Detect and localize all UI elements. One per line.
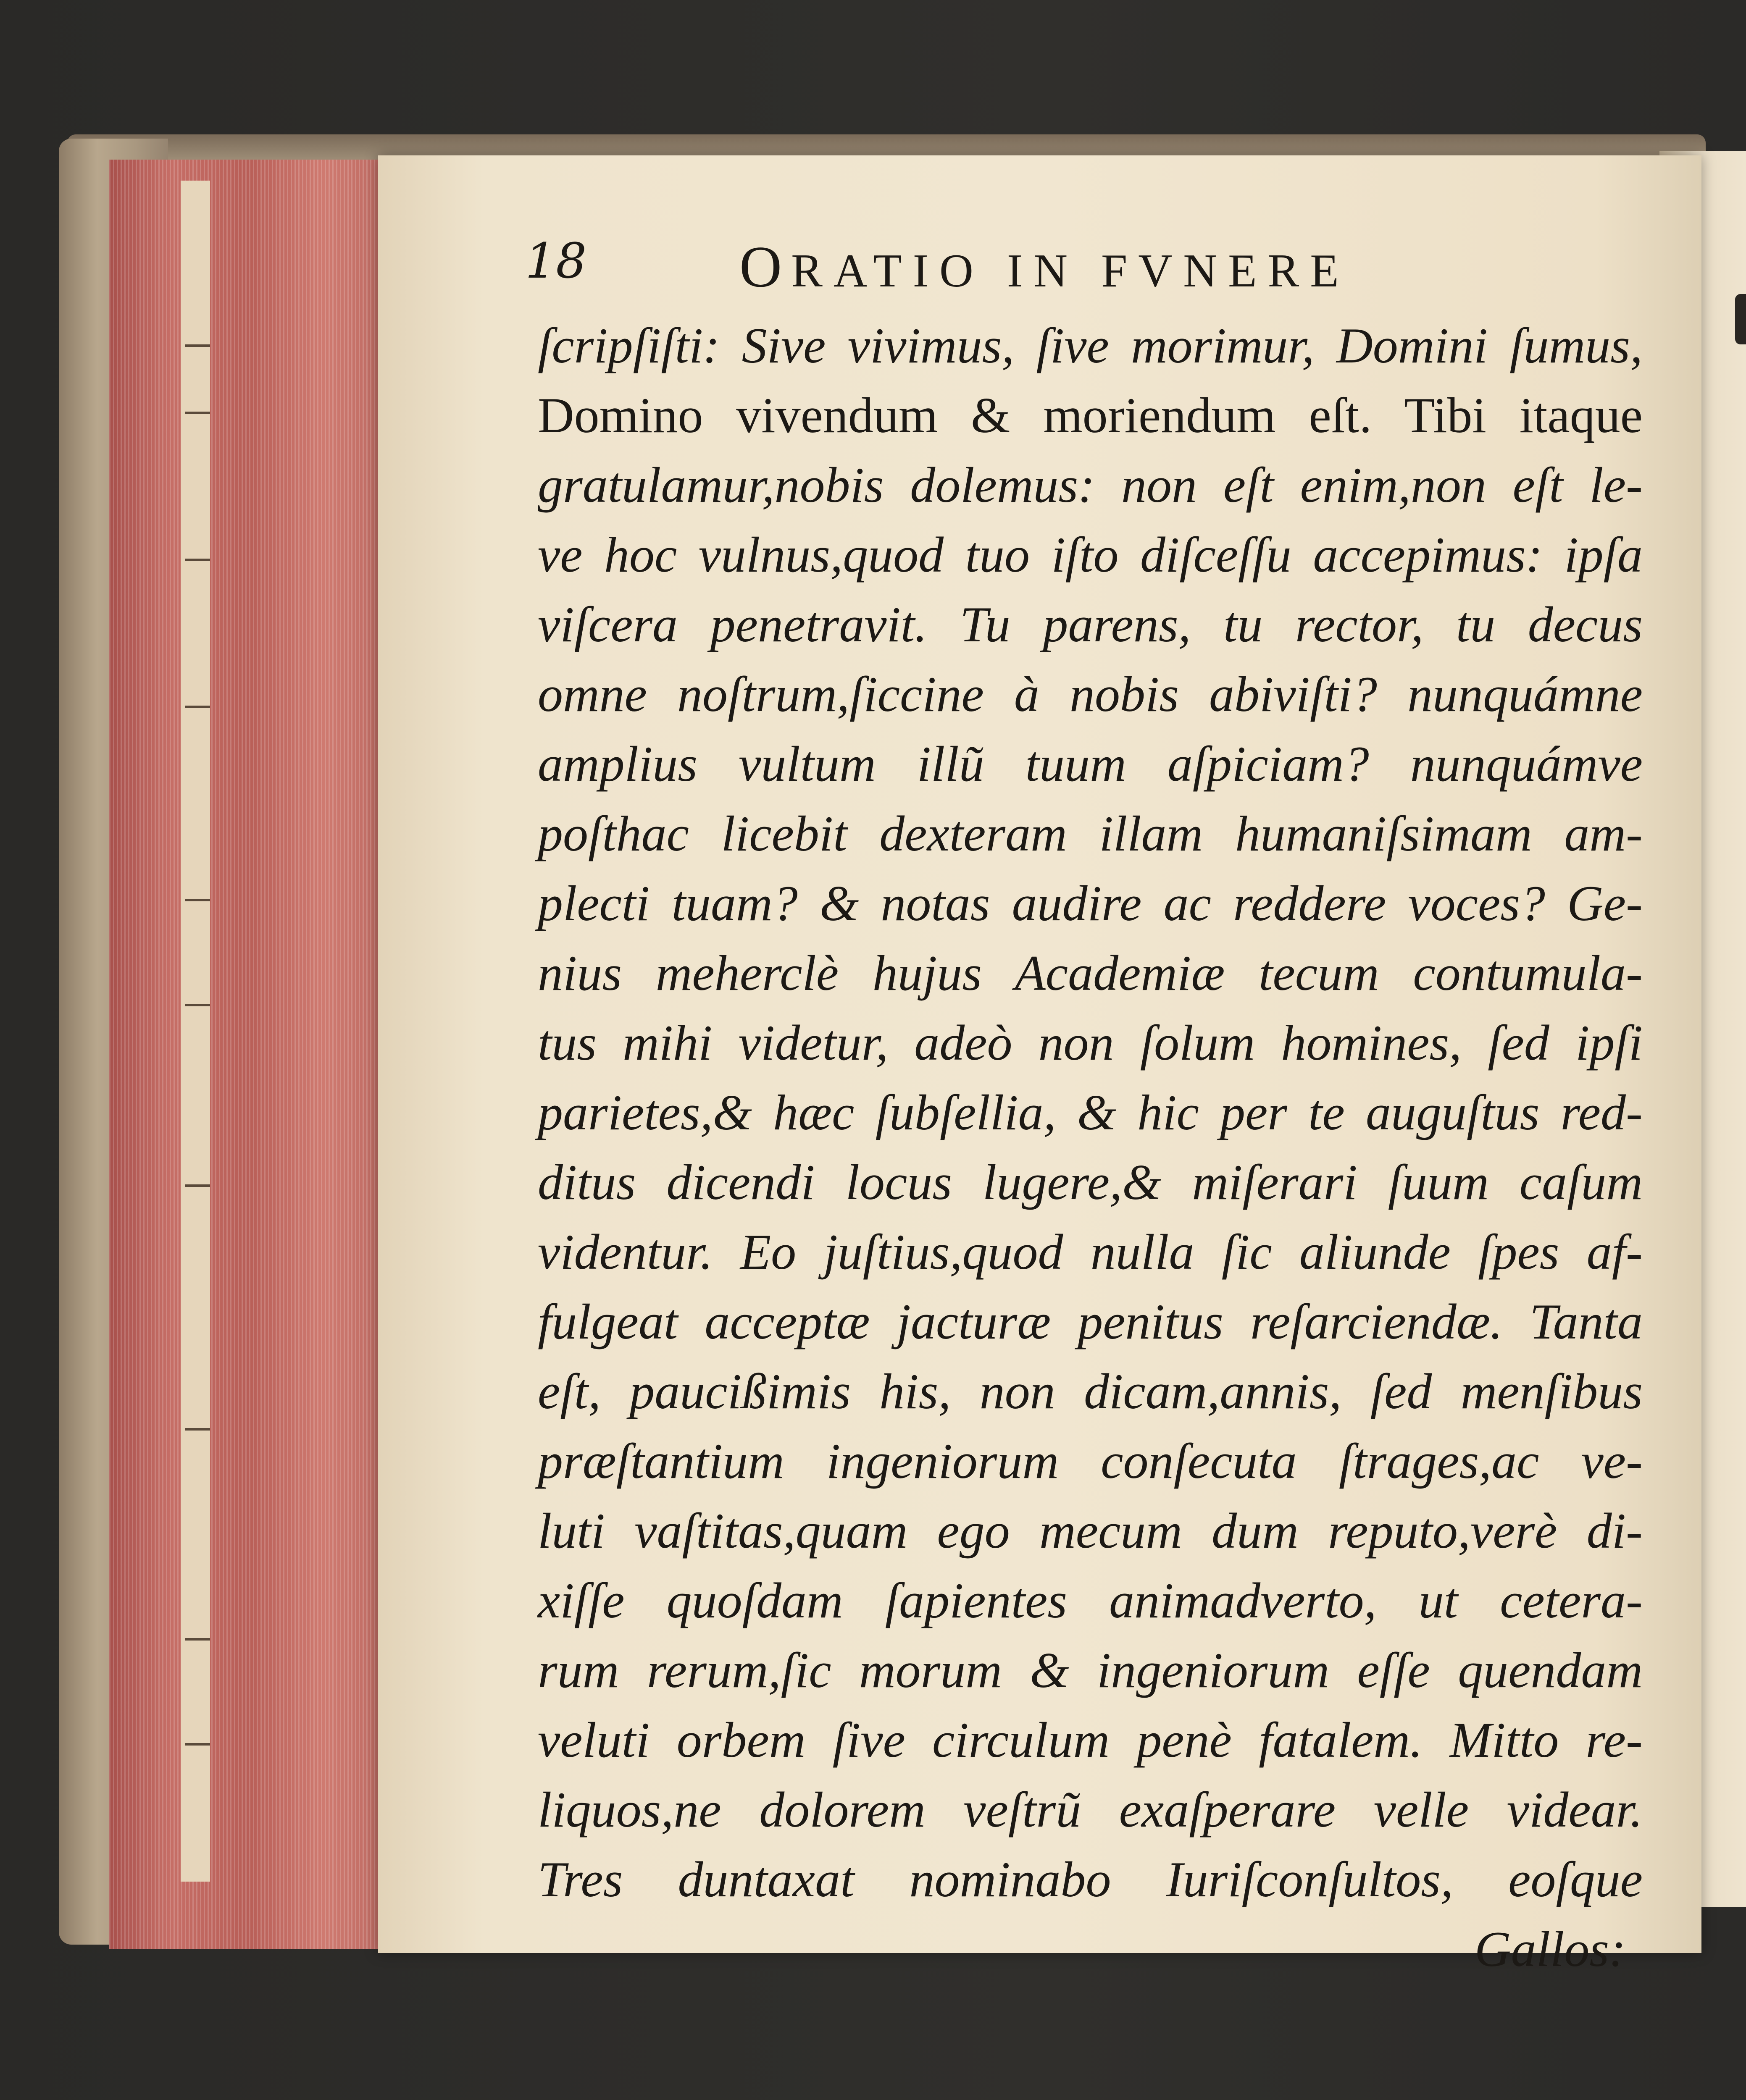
edge-tick (185, 344, 210, 347)
text-line: viſcera penetravit. Tu parens, tu rector, tu decus (538, 596, 1643, 652)
edge-tick (185, 706, 210, 708)
text-line: ſcripſiſti: Sive vivimus, ſive morimur, Domini ſumus, (538, 318, 1643, 373)
edge-tick (185, 1428, 210, 1431)
text-line: liquos,ne dolorem veſtrũ exaſperare velle videar. (538, 1782, 1643, 1838)
edge-tick (185, 412, 210, 414)
facing-page-glyph (1735, 294, 1746, 344)
text-line: parietes,& hæc ſubſellia, & hic per te auguſtus red- (538, 1084, 1643, 1140)
running-title-rest: RATIO IN FVNERE (791, 245, 1350, 297)
edge-tick (185, 1743, 210, 1746)
text-line: Domino vivendum & moriendum eſt. Tibi itaque (538, 387, 1643, 443)
edge-tick (185, 1004, 210, 1006)
running-title (739, 233, 1350, 301)
text-line: luti vaſtitas,quam ego mecum dum reputo,verè di- (538, 1503, 1643, 1559)
text-line: præſtantium ingeniorum conſecuta ſtrages,ac ve- (538, 1433, 1643, 1489)
edge-tick (185, 899, 210, 901)
edge-tick (185, 1638, 210, 1641)
edge-tick (185, 1184, 210, 1187)
text-line: Tres duntaxat nominabo Iuriſconſultos, eoſque (538, 1851, 1643, 1907)
body-text (538, 311, 1643, 1984)
text-line: amplius vultum illũ tuum aſpiciam? nunquámve (538, 736, 1643, 792)
red-page-edges (109, 160, 416, 1949)
text-line: gratulamur,nobis dolemus: non eſt enim,non eſt le- (538, 457, 1643, 513)
edge-tick (185, 559, 210, 561)
text-line: ditus dicendi locus lugere,& miſerari ſuum caſum (538, 1154, 1643, 1210)
text-line: veluti orbem ſive circulum penè fatalem. Mitto re- (538, 1712, 1643, 1768)
text-line: videntur. Eo juſtius,quod nulla ſic aliunde ſpes af- (538, 1224, 1643, 1280)
text-line: tus mihi videtur, adeò non ſolum homines, ſed ipſi (538, 1015, 1643, 1071)
text-line: ve hoc vulnus,quod tuo iſto diſceſſu accepimus: ipſa (538, 527, 1643, 583)
text-line: omne noſtrum,ſiccine à nobis abiviſti? nunquámne (538, 666, 1643, 722)
text-line: plecti tuam? & notas audire ac reddere voces? Ge- (538, 875, 1643, 931)
running-title-initial: O (739, 234, 791, 299)
text-line: eſt, paucißimis his, non dicam,annis, ſed menſibus (538, 1363, 1643, 1419)
text-line: poſthac licebit dexteram illam humaniſsimam am- (538, 806, 1643, 861)
text-line: fulgeat acceptæ jacturæ penitus reſarciendæ. Tanta (538, 1294, 1643, 1349)
catchword: Gallos: (1475, 1921, 1626, 1977)
text-line: rum rerum,ſic morum & ingeniorum eſſe quendam (538, 1642, 1643, 1698)
page-edge-strip (181, 181, 210, 1882)
page-number: 18 (525, 233, 587, 289)
text-line: xiſſe quoſdam ſapientes animadverto, ut cetera- (538, 1572, 1643, 1628)
text-line: nius meherclè hujus Academiæ tecum contumula- (538, 945, 1643, 1001)
